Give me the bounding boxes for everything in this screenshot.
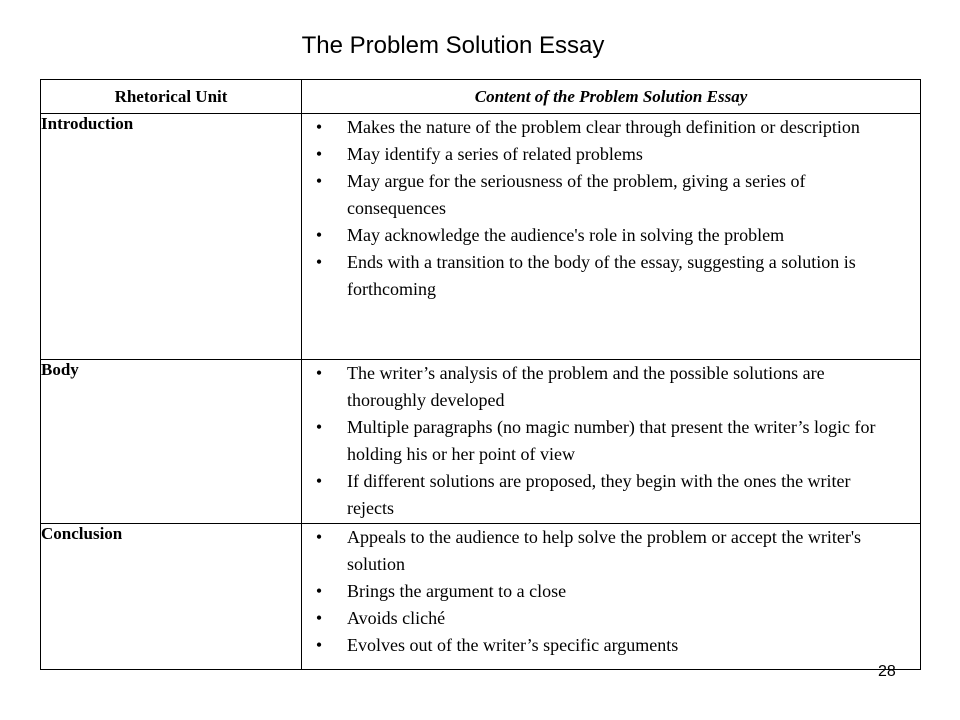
bullet-text: Makes the nature of the problem clear through definition or description [347,117,860,137]
header-content: Content of the Problem Solution Essay [302,80,921,114]
bullet-item [302,468,920,522]
bullet-text: Appeals to the audience to help solve the problem or accept the writer's solution [347,527,862,574]
bullet-text: May argue for the seriousness of the problem, giving a series of consequences [347,171,806,218]
bullet-icon: • [315,527,323,547]
bullet-icon: • [315,635,323,655]
bullet-list [302,360,920,522]
header-rhetorical-unit: Rhetorical Unit [41,80,302,114]
bullet-item [302,578,920,605]
bullet-item [302,524,920,578]
table-header-row [41,80,921,114]
content-cell [302,524,921,670]
table-row-introduction [41,114,921,360]
unit-cell: Body [41,360,302,524]
content-cell [302,114,921,360]
page-number: 28 [878,663,896,680]
bullet-list [302,114,920,303]
bullet-item [302,632,920,659]
bullet-item [302,222,920,249]
bullet-icon: • [315,117,323,137]
bullet-item [302,168,920,222]
bullet-text: Brings the argument to a close [347,581,567,601]
table-row-conclusion [41,524,921,670]
bullet-text: Avoids cliché [347,608,446,628]
bullet-text: May acknowledge the audience's role in solving the problem [347,225,785,245]
bullet-text: If different solutions are proposed, they begin with the ones the writer rejects [347,471,851,518]
bullet-text: Evolves out of the writer’s specific arguments [347,635,679,655]
bullet-text: The writer’s analysis of the problem and the possible solutions are thoroughly developed [347,363,825,410]
bullet-item [302,360,920,414]
bullet-text: Multiple paragraphs (no magic number) that present the writer’s logic for holding his or her point of view [347,417,876,464]
table-row-body [41,360,921,524]
bullet-icon: • [315,417,323,437]
bullet-text: May identify a series of related problems [347,144,643,164]
bullet-icon: • [315,171,323,191]
unit-cell: Conclusion [41,524,302,670]
bullet-list [302,524,920,659]
bullet-item [302,141,920,168]
bullet-item [302,605,920,632]
bullet-icon: • [315,225,323,245]
bullet-text: Ends with a transition to the body of the essay, suggesting a solution is forthcoming [347,252,856,299]
rhetorical-units-table [40,79,921,670]
unit-cell: Introduction [41,114,302,360]
slide-title: The Problem Solution Essay [301,32,605,59]
bullet-item [302,414,920,468]
bullet-icon: • [315,363,323,383]
content-cell [302,360,921,524]
bullet-icon: • [315,252,323,272]
bullet-item [302,114,920,141]
bullet-icon: • [315,581,323,601]
bullet-icon: • [315,144,323,164]
bullet-icon: • [315,608,323,628]
bullet-icon: • [315,471,323,491]
bullet-item [302,249,920,303]
